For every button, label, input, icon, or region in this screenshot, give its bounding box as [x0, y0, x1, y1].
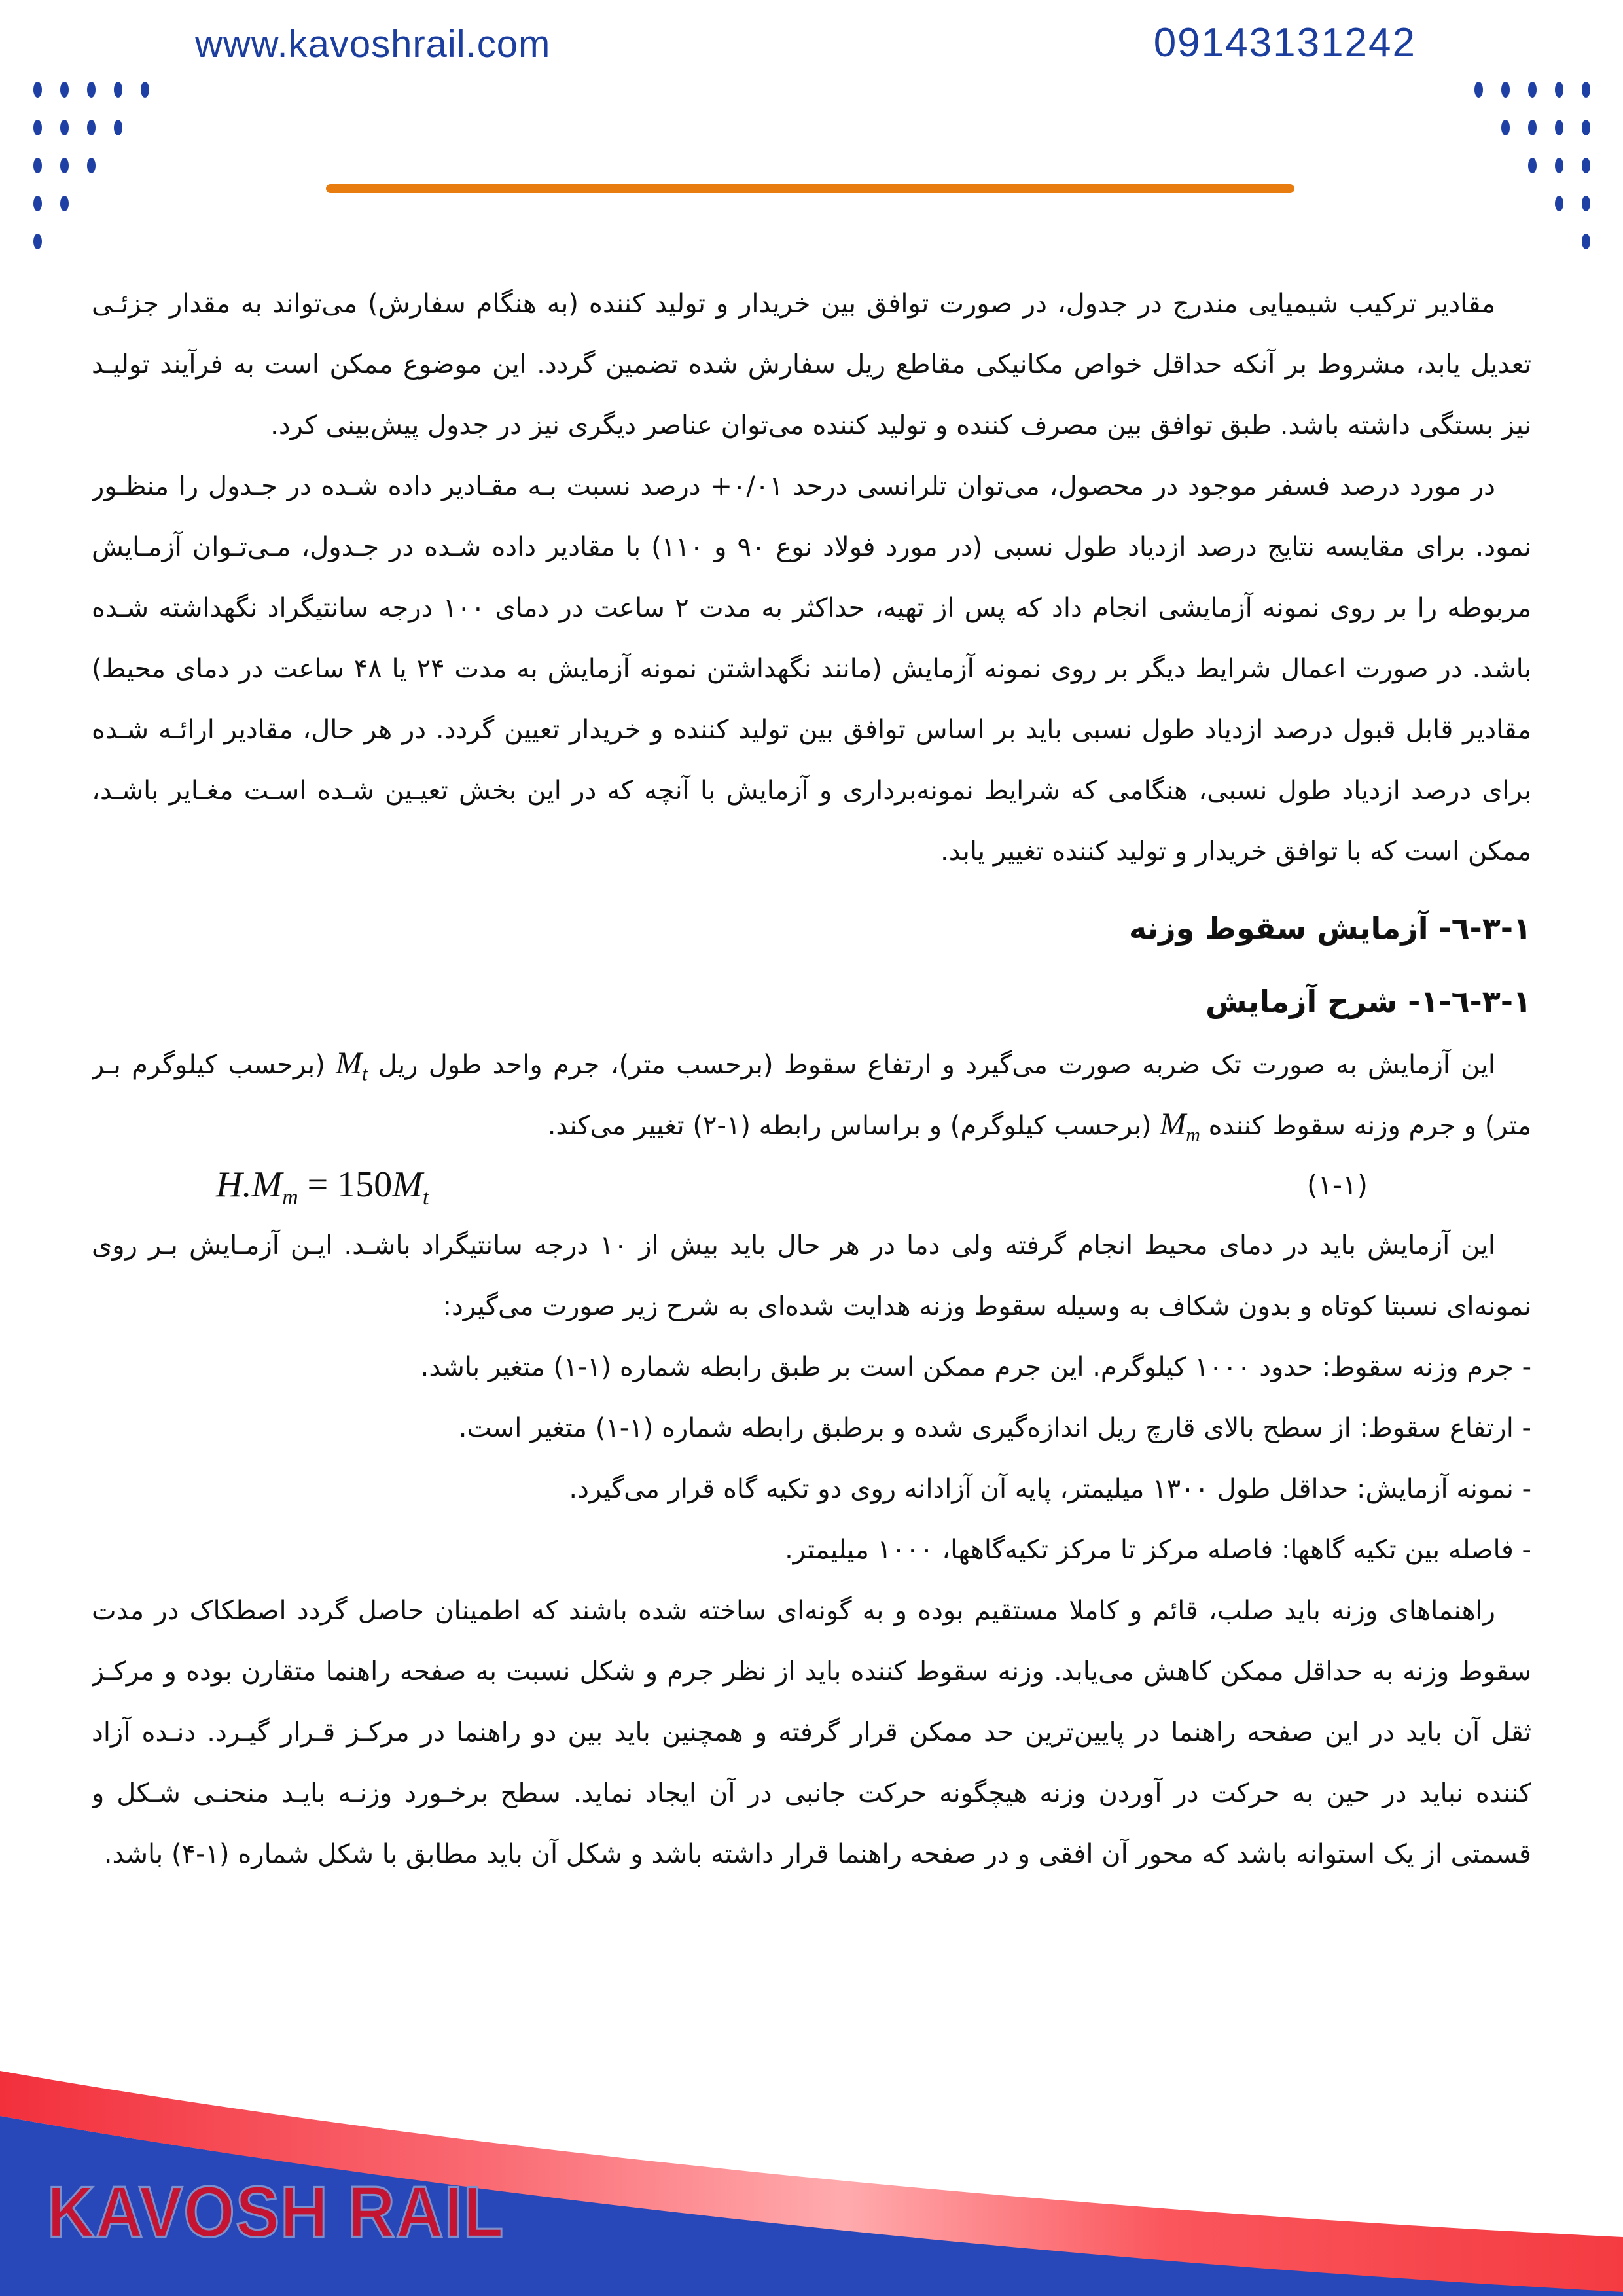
dot-icon [60, 158, 69, 173]
section-heading-drop-weight-test: ١-٣-٦- آزمایش سقوط وزنه [1128, 910, 1531, 946]
dot-icon [1555, 82, 1563, 98]
dot-icon [1582, 158, 1590, 173]
math-symbol-subscript: m [1186, 1124, 1200, 1146]
paragraph-line: قسمتی از یک استوانه باشد که محور آن افقی و در صفحه راهنما قرار داشته باشد و شکل آن باید مطابق با شکل شماره (١-۴) باشد. [103, 1839, 1531, 1869]
dot-icon [1555, 158, 1563, 173]
dot-icon [1501, 120, 1510, 135]
equation-equals: = 150 [298, 1164, 393, 1205]
paragraph-line: باشد. در صورت اعمال شرایط دیگر بر روی نمونه آزمایش (مانند نگهداشتن نمونه آزمایش به مدت ۲۴ یا ۴۸ ساعت در دمای محیط) [92, 654, 1531, 684]
paragraph-line [92, 1033, 1531, 1094]
paragraph-line: مقادیر ترکیب شیمیایی مندرج در جدول، در صورت توافق بین خریدار و تولید کننده (به هنگام سفارش) می‌تواند به مقدار جزئـی [92, 289, 1495, 319]
dot-icon [33, 196, 42, 211]
equation-lhs-subscript: m [282, 1185, 298, 1210]
paragraph-line: نمونه‌ای نسبتا کوتاه و بدون شکاف به وسیله سقوط وزنه هدایت شده‌ای به شرح زیر صورت می‌گیرد: [442, 1291, 1531, 1321]
dot-icon [87, 82, 96, 98]
dot-icon [1555, 196, 1563, 211]
section-heading-test-description: ١-٣-٦-١- شرح آزمایش [1205, 984, 1531, 1019]
paragraph-line: سقوط وزنه به حداقل ممکن کاهش می‌یابد. وزنه سقوط کننده باید از نظر جرم و شکل نسبت به صفحه راهنما متقارن بوده و مرکـز [92, 1657, 1531, 1687]
line-text: این آزمایش به صورت تک ضربه صورت می‌گیرد و ارتفاع سقوط (برحسب متر)، جرم واحد طول ریل [367, 1050, 1496, 1080]
math-symbol-letter: M [1160, 1107, 1186, 1141]
dot-icon [1528, 120, 1537, 135]
math-symbol-subscript: t [362, 1063, 368, 1085]
equation-rhs: M [392, 1164, 423, 1205]
dot-icon [60, 82, 69, 98]
dot-icon [141, 82, 149, 98]
equation-rhs-subscript: t [422, 1185, 429, 1210]
website-url: www.kavoshrail.com [195, 23, 551, 65]
paragraph-line: مقادیر قابل قبول درصد ازدیاد طول نسبی باید بر اساس توافق بین تولید کننده و خریدار تعیین گردد. در هر حال، مقادیر ارائـه شـده [92, 715, 1531, 745]
dot-icon [1501, 82, 1510, 98]
bullet-item: - جرم وزنه سقوط: حدود ۱۰۰۰ کیلوگرم. این جرم ممکن است بر طبق رابطه شماره (١-١) متغیر باشد. [420, 1352, 1531, 1382]
dot-icon [60, 196, 69, 211]
paragraph-line: ثقل آن باید در این صفحه راهنما در پایین‌ترین حد ممکن قرار گرفته و همچنین باید بین دو راهنما در مرکـز قـرار گیـرد. دنـده آزاد [92, 1717, 1531, 1748]
paragraph-line: راهنماهای وزنه باید صلب، قائم و کاملا مستقیم بوده و به گونه‌ای ساخته شده باشند که اطمینان حاصل گردد اصطکاک در مدت [92, 1596, 1495, 1626]
line-text: (برحسب کیلوگرم بـر [92, 1050, 336, 1080]
paragraph-line [92, 1094, 1531, 1155]
dot-icon [33, 82, 42, 98]
document-body [92, 274, 1531, 1885]
equation-lhs: H.M [216, 1164, 283, 1205]
math-symbol-letter: M [336, 1046, 363, 1081]
dot-icon [1528, 82, 1537, 98]
paragraph-line: ممکن است که با توافق خریدار و تولید کننده تغییر یابد. [940, 836, 1531, 867]
dot-icon [1582, 82, 1590, 98]
paragraph-line: تعدیل یابد، مشروط بر آنکه حداقل خواص مکانیکی مقاطع ریل سفارش شده تضمین گردد. این موضوع ممکن است به فرآیند تولیـد [92, 350, 1531, 380]
header-divider [326, 184, 1294, 193]
math-symbol-Mt [336, 1046, 368, 1085]
dot-icon [1582, 234, 1590, 249]
paragraph-line: نمود. برای مقایسه نتایج درصد ازدیاد طول نسبی (در مورد فولاد نوع ۹۰ و ۱۱۰) با مقادیر داده شـده در جـدول، مـی‌تـوان آزمـایش [92, 532, 1531, 562]
paragraph-line: نیز بستگی داشته باشد. طبق توافق بین مصرف کننده و تولید کننده می‌توان عناصر دیگری نیز در جدول پیش‌بینی کرد. [270, 410, 1531, 440]
dot-icon [60, 120, 69, 135]
dot-icon [87, 158, 96, 173]
bullet-item: - نمونه آزمایش: حداقل طول ۱۳۰۰ میلیمتر، پایه آن آزادانه روی دو تکیه گاه قرار می‌گیرد. [569, 1474, 1531, 1504]
dot-icon [1582, 196, 1590, 211]
dot-icon [1582, 120, 1590, 135]
paragraph-line: این آزمایش باید در دمای محیط انجام گرفته ولی دما در هر حال باید بیش از ۱۰ درجه سانتیگراد باشـد. ایـن آزمـایش بـر روی [92, 1230, 1495, 1261]
dot-icon [33, 158, 42, 173]
equation-number: (١-١) [1306, 1169, 1368, 1201]
paragraph-line: برای درصد ازدیاد طول نسبی، هنگامی که شرایط نمونه‌برداری و آزمایش با آنچه که در این بخش تعیـین شـده اسـت مغـایر باشـد، [92, 776, 1531, 806]
equation-row [92, 1155, 1531, 1215]
line-text: متر) و جرم وزنه سقوط کننده [1200, 1111, 1531, 1141]
paragraph-line: کننده نباید در حین به حرکت در آوردن وزنه هیچگونه حرکت جانبی در آن ایجاد نماید. سطح برخـورد وزنـه بایـد منحنـی شـکل و [92, 1778, 1531, 1808]
equation-formula [216, 1155, 429, 1215]
bullet-item: - فاصله بین تکیه گاهها: فاصله مرکز تا مرکز تکیه‌گاهها، ۱۰۰۰ میلیمتر. [785, 1535, 1531, 1565]
dot-icon [114, 82, 122, 98]
dot-icon [33, 120, 42, 135]
dot-icon [87, 120, 96, 135]
dot-icon [1474, 82, 1483, 98]
dot-icon [114, 120, 122, 135]
math-symbol-Mm [1160, 1107, 1200, 1146]
dot-icon [33, 234, 42, 249]
dot-icon [1555, 120, 1563, 135]
dot-icon [1528, 158, 1537, 173]
paragraph-line: در مورد درصد فسفر موجود در محصول، می‌توان تلرانسی درحد ۰/۰۱+ درصد نسبت بـه مقـادیر داده شـده در جـدول را منظـور [92, 471, 1495, 501]
line-text: (برحسب کیلوگرم) و براساس رابطه (١-٢) تغییر می‌کند. [547, 1111, 1160, 1141]
brand-logo-text: KAVOSH RAIL [47, 2172, 505, 2253]
phone-number: 09143131242 [1153, 20, 1416, 65]
paragraph-line: مربوطه را بر روی نمونه آزمایشی انجام داد که پس از تهیه، حداکثر به مدت ۲ ساعت در دمای ۱۰۰ درجه سانتیگراد نگهداشته شـده [92, 593, 1531, 623]
bullet-item: - ارتفاع سقوط: از سطح بالای قارچ ریل اندازه‌گیری شده و برطبق رابطه شماره (١-١) متغیر است. [458, 1413, 1531, 1443]
